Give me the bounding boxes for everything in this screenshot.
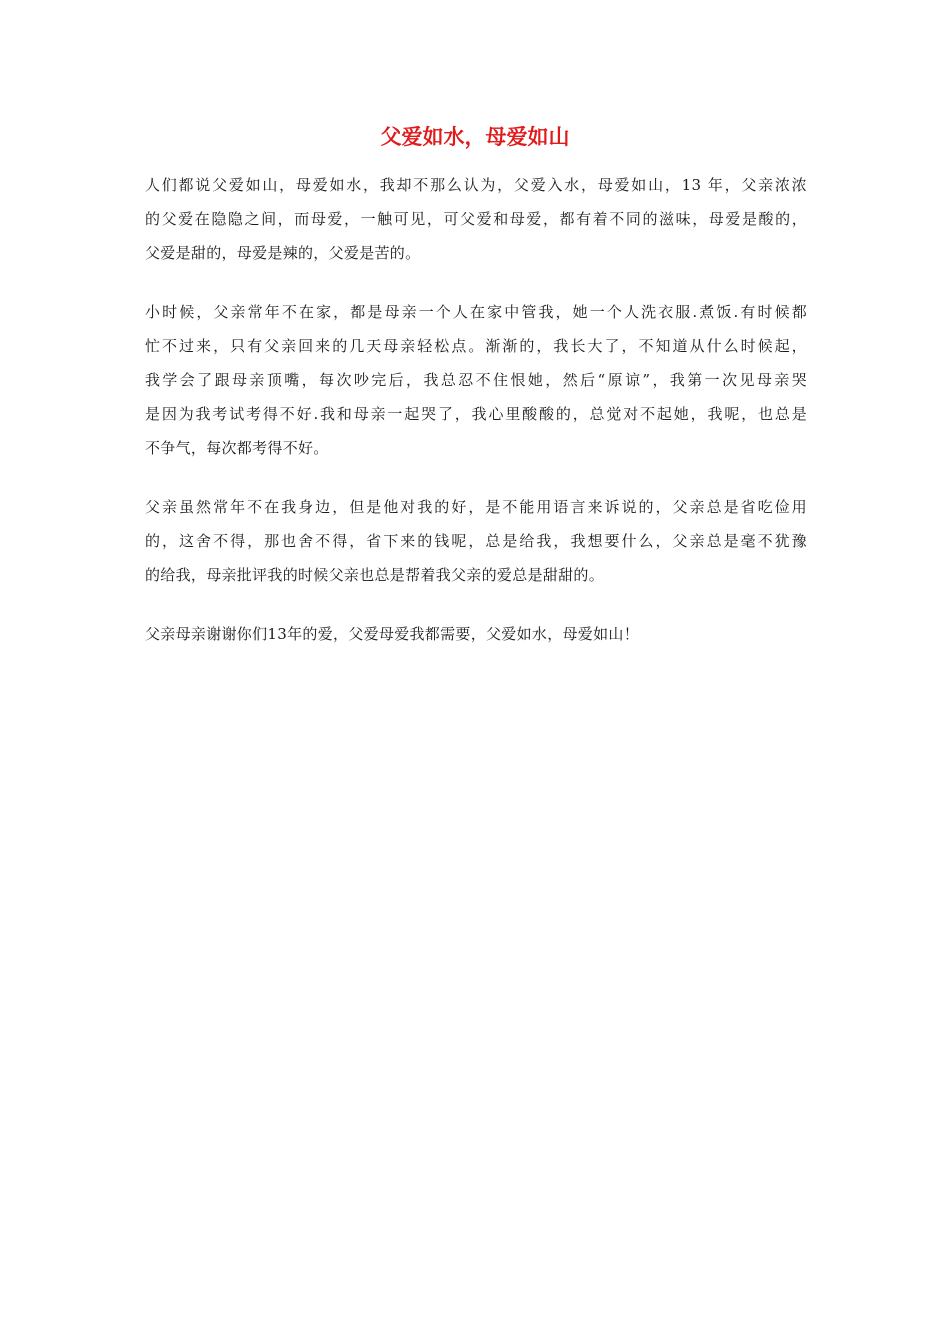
- paragraph-line: 不争气，每次都考得不好。: [145, 439, 329, 457]
- paragraph-line: 的父爱在隐隐之间，而母爱，一触可见，可父爱和母爱，都有着不同的滋味，母爱是酸的，: [145, 210, 807, 228]
- document-body: [145, 168, 807, 676]
- paragraph-line: 忙不过来，只有父亲回来的几天母亲轻松点。渐渐的，我长大了，不知道从什么时候起，: [145, 337, 807, 355]
- paragraph-line: 是因为我考试考得不好.我和母亲一起哭了，我心里酸酸的，总觉对不起她，我呢，也总是: [145, 405, 807, 423]
- paragraph-line: 父亲虽然常年不在我身边，但是他对我的好，是不能用语言来诉说的，父亲总是省吃俭用: [145, 498, 807, 516]
- paragraph-line: 父爱是甜的，母爱是辣的，父爱是苦的。: [145, 244, 421, 262]
- paragraph-4: [145, 617, 807, 651]
- paragraph-2: [145, 295, 807, 465]
- paragraph-3: [145, 490, 807, 592]
- document-title: 父爱如水，母爱如山: [380, 124, 570, 149]
- paragraph-line: 的，这舍不得，那也舍不得，省下来的钱呢，总是给我，我想要什么，父亲总是毫不犹豫: [145, 532, 807, 550]
- paragraph-line: 父亲母亲谢谢你们13年的爱，父爱母爱我都需要，父爱如水，母爱如山！: [145, 625, 639, 643]
- paragraph-line: 小时候，父亲常年不在家，都是母亲一个人在家中管我，她一个人洗衣服.煮饭.有时候都: [145, 303, 807, 321]
- paragraph-1: [145, 168, 807, 270]
- paragraph-line: 人们都说父爱如山，母爱如水，我却不那么认为，父爱入水，母爱如山，13 年，父亲浓浓: [145, 176, 807, 194]
- paragraph-line: 的给我，母亲批评我的时候父亲也总是帮着我父亲的爱总是甜甜的。: [145, 566, 605, 584]
- paragraph-line: 我学会了跟母亲顶嘴，每次吵完后，我总忍不住恨她，然后“原谅”，我第一次见母亲哭: [145, 371, 807, 389]
